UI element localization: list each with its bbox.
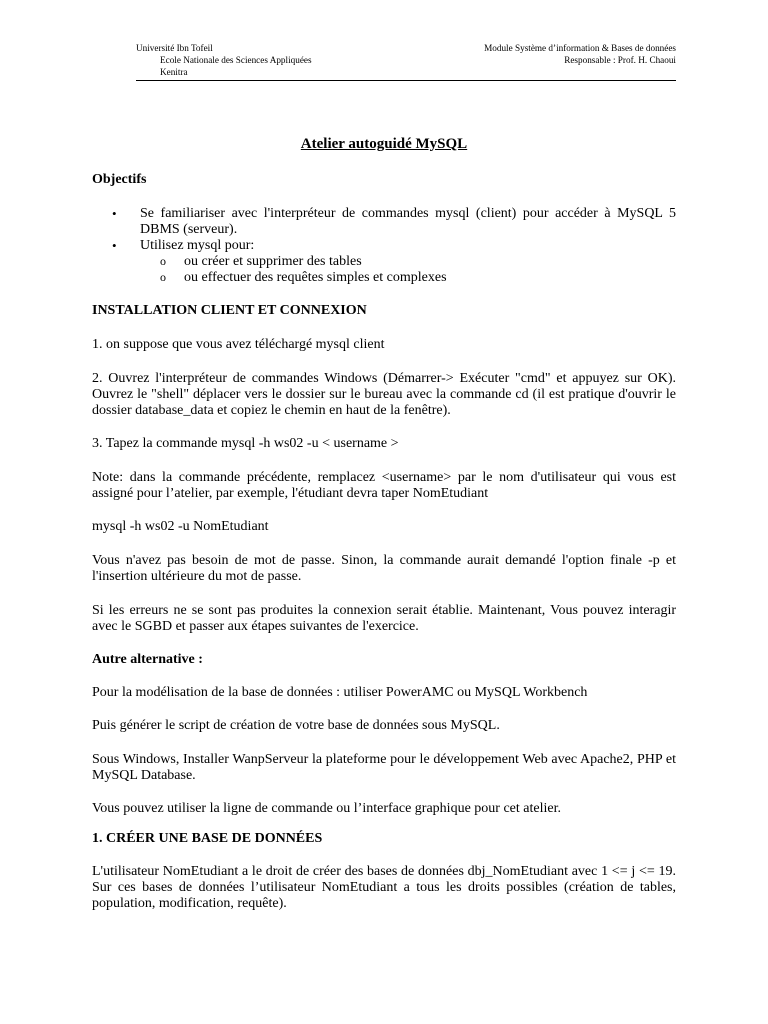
installation-step-3: 3. Tapez la commande mysql -h ws02 -u < username > (92, 436, 399, 451)
alternative-paragraph-2: Puis générer le script de création de votre base de données sous MySQL. (92, 718, 500, 733)
sub-list-item: o ou créer et supprimer des tables (92, 254, 676, 270)
document-body (92, 128, 676, 912)
installation-connection-paragraph: Si les erreurs ne se sont pas produites la connexion serait établie. Maintenant, Vous pouvez interagir avec le SGBD et passer aux étapes suivantes de l'exercice. (92, 603, 676, 634)
header-right (484, 42, 676, 66)
alternative-paragraph-1: Pour la modélisation de la base de données : utiliser PowerAMC ou MySQL Workbench (92, 685, 588, 700)
header-university: Université Ibn Tofeil (136, 43, 213, 53)
header-responsable: Responsable : Prof. H. Chaoui (564, 55, 676, 65)
objectifs-list (92, 206, 676, 286)
installation-command: mysql -h ws02 -u NomEtudiant (92, 519, 269, 534)
header-school: Ecole Nationale des Sciences Appliquées (160, 55, 312, 65)
alternative-paragraph-3: Sous Windows, Installer WanpServeur la plateforme pour le développement Web avec Apache2, PHP et MySQL Database. (92, 752, 676, 783)
installation-password-paragraph: Vous n'avez pas besoin de mot de passe. Sinon, la commande aurait demandé l'option finale -p et l'insertion ultérieure du mot de passe. (92, 553, 676, 584)
objectifs-sublist (140, 254, 676, 286)
list-item: • Se familiariser avec l'interpréteur de commandes mysql (client) pour accéder à MySQL 5 DBMS (serveur). (92, 206, 676, 238)
installation-step-2: 2. Ouvrez l'interpréteur de commandes Windows (Démarrer-> Exécuter "cmd" et appuyez sur OK). Ouvrez le "shell" déplacer vers le dossier sur le bureau avec la commande cd (il est pratique d'ouvrir le dossier database_data et copiez le chemin en haut de la fenêtre). (92, 371, 676, 418)
alternative-paragraph-4: Vous pouvez utiliser la ligne de commande ou l’interface graphique pour cet atelier. (92, 801, 561, 816)
document-title: Atelier autoguidé MySQL (300, 136, 468, 152)
section-1-paragraph: L'utilisateur NomEtudiant a le droit de créer des bases de données dbj_NomEtudiant avec 1 <= j <= 19. Sur ces bases de données l’utilisateur NomEtudiant a tous les droits possibles (création de tables, population, modification, requête). (92, 864, 676, 911)
header-left (136, 42, 312, 78)
installation-heading: INSTALLATION CLIENT ET CONNEXION (92, 303, 367, 318)
installation-step-1: 1. on suppose que vous avez téléchargé mysql client (92, 337, 385, 352)
alternative-heading: Autre alternative : (92, 652, 203, 667)
list-item (92, 238, 676, 286)
list-item-label: Utilisez mysql pour: (140, 238, 255, 253)
section-1-heading: 1. CRÉER UNE BASE DE DONNÉES (92, 831, 323, 846)
header-rule (136, 80, 676, 81)
header-module: Module Système d’information & Bases de données (484, 43, 676, 53)
installation-note: Note: dans la commande précédente, remplacez <username> par le nom d'utilisateur qui vous est assigné pour l’atelier, par exemple, l'étudiant devra taper NomEtudiant (92, 470, 676, 501)
sub-list-item: o ou effectuer des requêtes simples et complexes (92, 270, 676, 286)
objectifs-heading: Objectifs (92, 172, 147, 187)
header-city: Kenitra (160, 67, 188, 77)
